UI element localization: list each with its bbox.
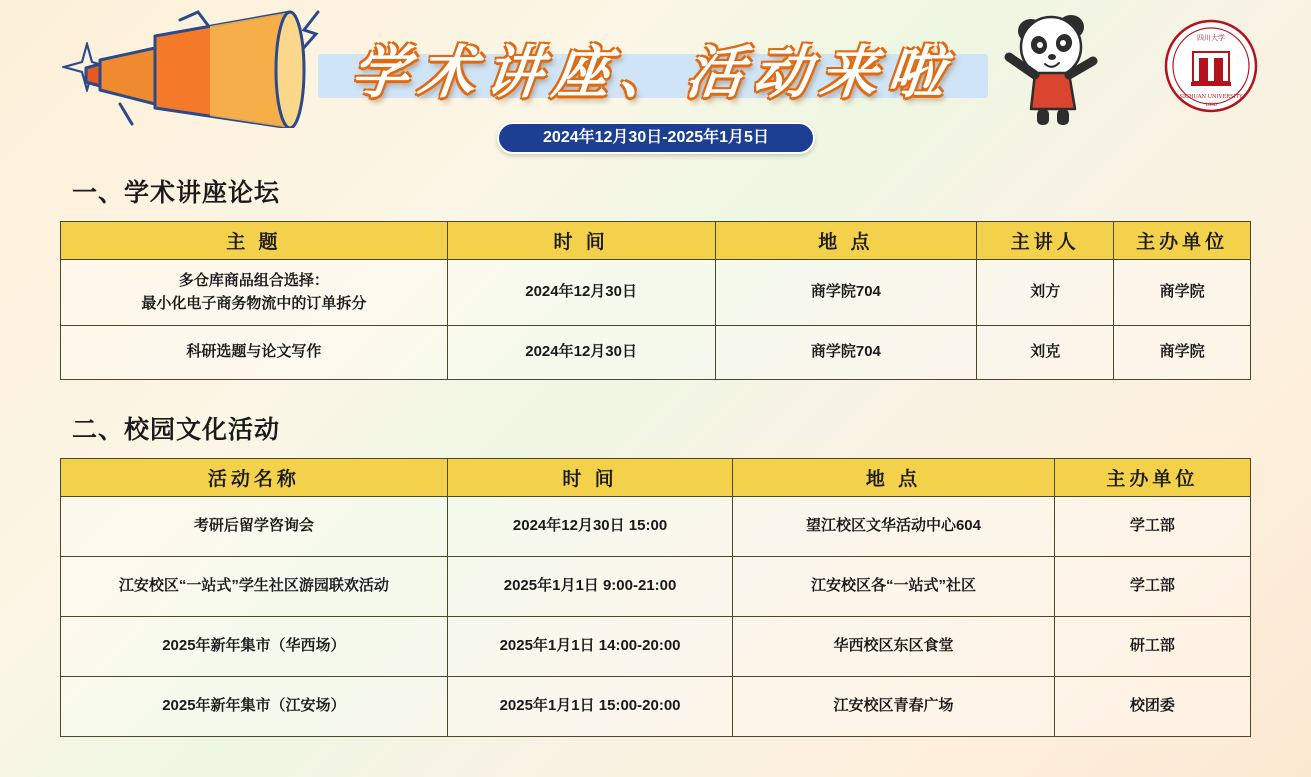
cell-place: 望江校区文华活动中心604: [733, 497, 1054, 557]
topic-line-1: 多仓库商品组合选择：: [178, 272, 329, 289]
cell-topic: 科研选题与论文写作: [61, 326, 448, 380]
sichuan-university-logo: [1163, 18, 1259, 114]
table-header-row: [61, 459, 1251, 497]
cell-activity-name: 2025年新年集市（江安场）: [61, 677, 448, 737]
cell-speaker: 刘方: [977, 260, 1114, 326]
col-topic: 主 题: [61, 222, 448, 260]
col-speaker: 主讲人: [977, 222, 1114, 260]
cell-organizer: 研工部: [1054, 617, 1250, 677]
cell-time: 2024年12月30日: [447, 260, 715, 326]
col-organizer: 主办单位: [1054, 459, 1250, 497]
col-time: 时 间: [447, 459, 733, 497]
col-place: 地 点: [715, 222, 977, 260]
cell-time: 2024年12月30日: [447, 326, 715, 380]
svg-text:1896: 1896: [1205, 103, 1217, 108]
col-place: 地 点: [733, 459, 1054, 497]
table-row: [61, 677, 1251, 737]
cell-place: 商学院704: [715, 260, 977, 326]
svg-text:SICHUAN UNIVERSITY: SICHUAN UNIVERSITY: [1179, 94, 1243, 100]
table-row: [61, 260, 1251, 326]
table-row: [61, 557, 1251, 617]
poster-title-group: [318, 32, 998, 112]
cell-time: 2025年1月1日 9:00-21:00: [447, 557, 733, 617]
table-row: [61, 497, 1251, 557]
section-1-heading: 一、学术讲座论坛: [72, 179, 281, 207]
poster-header: [0, 0, 1311, 165]
cell-organizer: 商学院: [1114, 260, 1251, 326]
cell-activity-name: 考研后留学咨询会: [61, 497, 448, 557]
topic-line-2: 最小化电子商务物流中的订单拆分: [141, 294, 367, 312]
cell-place: 江安校区各“一站式”社区: [733, 557, 1054, 617]
cell-time: 2025年1月1日 14:00-20:00: [447, 617, 733, 677]
cell-organizer: 学工部: [1054, 557, 1250, 617]
table-row: [61, 617, 1251, 677]
page-title: 学术讲座、活动来啦: [348, 39, 959, 106]
table-row: [61, 326, 1251, 380]
section-2-table-wrapper: [0, 458, 1311, 737]
panda-mascot-icon: [995, 5, 1105, 130]
cell-time: 2024年12月30日 15:00: [447, 497, 733, 557]
section-1-table-wrapper: [0, 221, 1311, 380]
cell-activity-name: 江安校区“一站式”学生社区游园联欢活动: [61, 557, 448, 617]
section-2-heading: 二、校园文化活动: [72, 416, 281, 444]
svg-text:四川大学: 四川大学: [1197, 34, 1225, 42]
date-range-badge: 2024年12月30日-2025年1月5日: [497, 122, 815, 154]
cell-speaker: 刘克: [977, 326, 1114, 380]
cell-topic: [61, 260, 448, 326]
cell-place: 华西校区东区食堂: [733, 617, 1054, 677]
col-activity-name: 活动名称: [61, 459, 448, 497]
cell-place: 商学院704: [715, 326, 977, 380]
cell-organizer: 校团委: [1054, 677, 1250, 737]
cell-time: 2025年1月1日 15:00-20:00: [447, 677, 733, 737]
lectures-table: [60, 221, 1251, 380]
megaphone-icon: [60, 8, 320, 128]
cell-activity-name: 2025年新年集市（华西场）: [61, 617, 448, 677]
cell-organizer: 商学院: [1114, 326, 1251, 380]
col-organizer: 主办单位: [1114, 222, 1251, 260]
cell-place: 江安校区青春广场: [733, 677, 1054, 737]
col-time: 时 间: [447, 222, 715, 260]
activities-table: [60, 458, 1251, 737]
cell-organizer: 学工部: [1054, 497, 1250, 557]
table-header-row: [61, 222, 1251, 260]
